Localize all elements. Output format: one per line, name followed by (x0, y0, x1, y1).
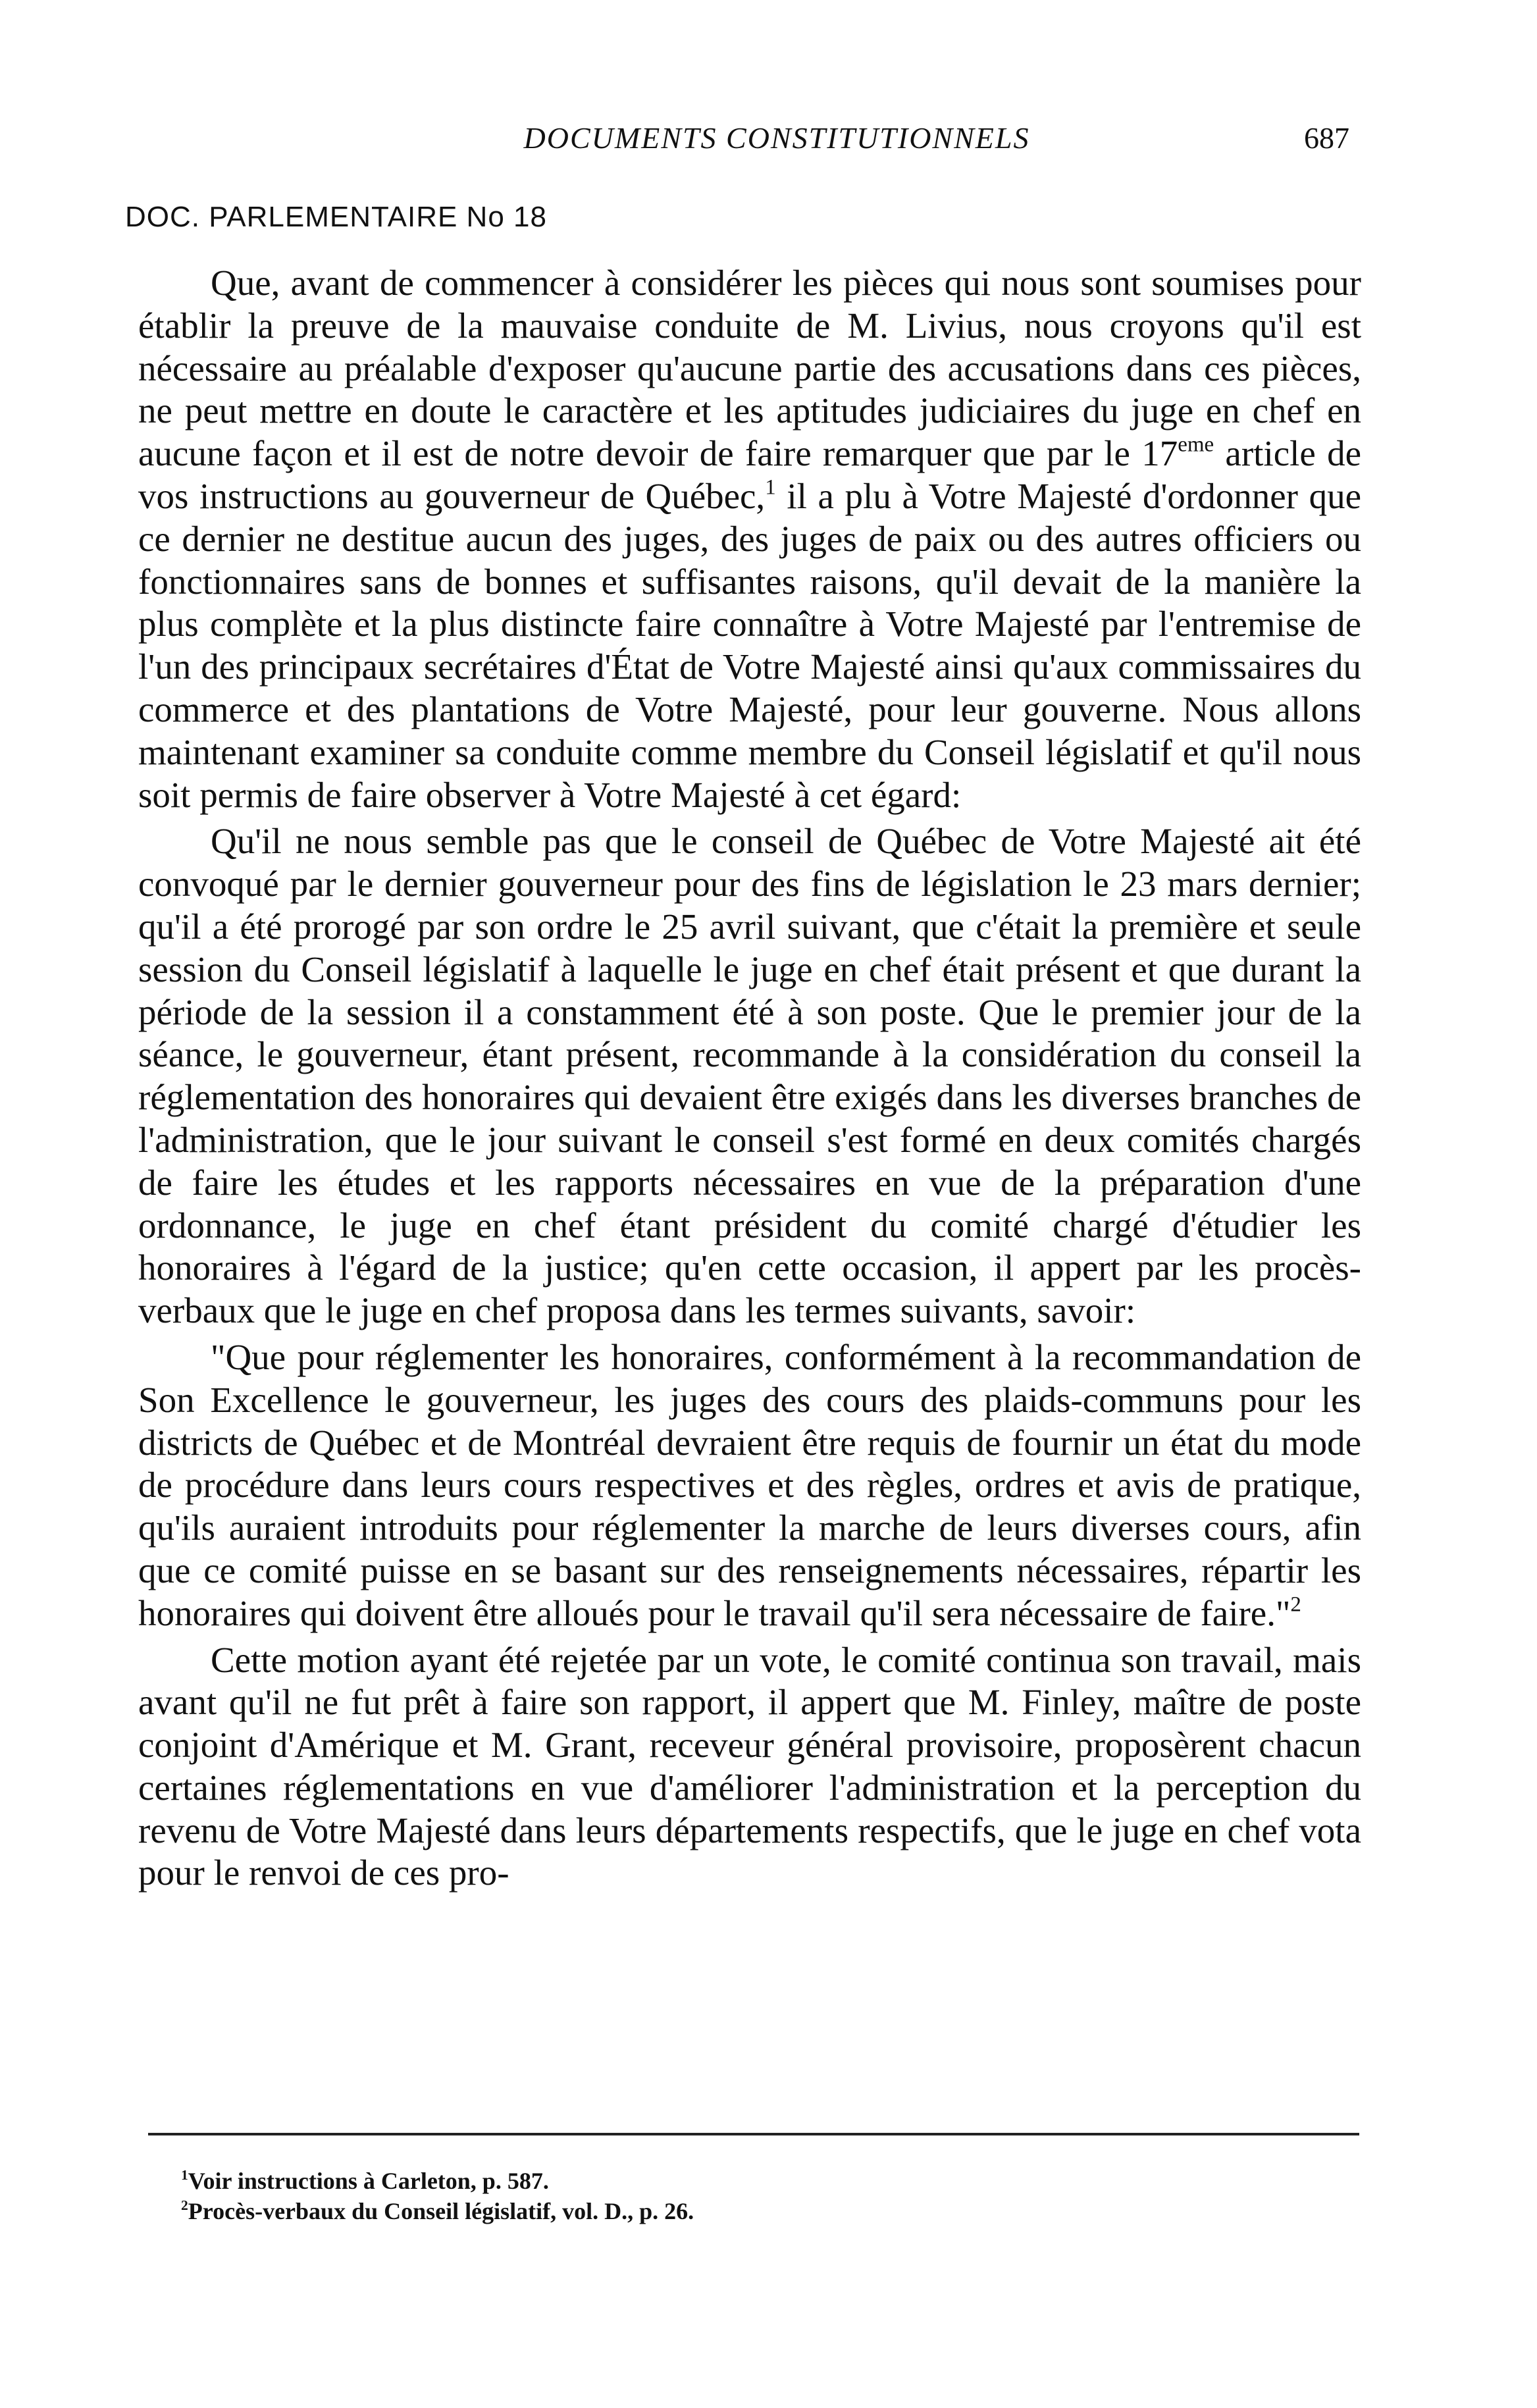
running-title: DOCUMENTS CONSTITUTIONNELS (523, 121, 1030, 155)
footnote-ref-2: 2 (1290, 1592, 1301, 1617)
paragraph-3-quote: "Que pour réglementer les honoraires, conformément à la recommandation de Son Excellence le gouverneur, les juges des cours des plaids-communs pour les districts de Québec et de Montréal devraient être requis de fournir un état du mode de procédure dans leurs cours respectives et des règles, ordres et avis de pratique, qu'ils auraient introduits pour réglementer la marche de leurs diverses cours, afin que ce comité puisse en se basant sur des renseignements nécessaires, répartir les honoraires qui doivent être alloués pour le travail qu'il sera nécessaire de faire." (138, 1336, 1361, 1633)
superscript-eme: eme (1178, 432, 1214, 457)
body-text (138, 262, 1361, 1895)
page-number: 687 (1304, 121, 1349, 155)
footnotes (181, 2166, 1300, 2226)
footnote-2 (181, 2196, 1300, 2226)
footnote-2-marker: 2 (181, 2197, 188, 2213)
paragraph-3 (138, 1336, 1361, 1635)
footnote-2-text: Procès-verbaux du Conseil législatif, vol. D., p. 26. (188, 2198, 694, 2224)
paragraph-1 (138, 262, 1361, 816)
footnote-1-text: Voir instructions à Carleton, p. 587. (188, 2168, 549, 2194)
footnote-1 (181, 2166, 1300, 2196)
paragraph-1-part-c: il a plu à Votre Majesté d'ordonner que ce dernier ne destitue aucun des juges, des juges de paix ou des autres officiers ou fonctionnaires sans de bonnes et suffisantes raisons, qu'il devait de la manière la plus complète et la plus distincte faire connaître à Votre Majesté par l'entremise de l'un des principaux secrétaires d'État de Votre Majesté ainsi qu'aux commissaires du commerce et des plantations de Votre Majesté, pour leur gouverne. Nous allons maintenant examiner sa conduite comme membre du Conseil législatif et qu'il nous soit permis de faire observer à Votre Majesté à cet égard: (138, 475, 1361, 815)
footnote-1-marker: 1 (181, 2166, 188, 2183)
paragraph-1-part-b: article de vos instructions au gouverneur de Québec, (138, 433, 1361, 516)
paragraph-4: Cette motion ayant été rejetée par un vote, le comité continua son travail, mais avant qu'il ne fut prêt à faire son rapport, il appert que M. Finley, maître de poste conjoint d'Amérique et M. Grant, receveur général provisoire, proposèrent chacun certaines réglementations en vue d'améliorer l'administration et la perception du revenu de Votre Majesté dans leurs départements respectifs, que le juge en chef vota pour le renvoi de ces pro- (138, 1639, 1361, 1893)
paragraph-1-part-a: Que, avant de commencer à considérer les pièces qui nous sont soumises pour établir la preuve de la mauvaise conduite de M. Livius, nous croyons qu'il est nécessaire au préalable d'exposer qu'aucune partie des accusations dans ces pièces, ne peut mettre en doute le caractère et les aptitudes judiciaires du juge en chef en aucune façon et il est de notre devoir de faire remarquer que par le 17 (138, 263, 1361, 474)
document-label: DOC. PARLEMENTAIRE No 18 (125, 201, 547, 233)
footnote-ref-1: 1 (765, 475, 776, 500)
footnote-divider (148, 2133, 1359, 2135)
paragraph-2: Qu'il ne nous semble pas que le conseil de Québec de Votre Majesté ait été convoqué par le dernier gouverneur pour des fins de législation le 23 mars dernier; qu'il a été prorogé par son ordre le 25 avril suivant, que c'était la première et seule session du Conseil législatif à laquelle le juge en chef était présent et que durant la période de la session il a constamment été à son poste. Que le premier jour de la séance, le gouverneur, étant présent, recommande à la considération du conseil la réglementation des honoraires qui devaient être exigés dans les diverses branches de l'administration, que le jour suivant le conseil s'est formé en deux comités chargés de faire les études et les rapports nécessaires en vue de la préparation d'une ordonnance, le juge en chef étant président du comité chargé d'étudier les honoraires à l'égard de la justice; qu'en cette occasion, il appert par les procès-verbaux que le juge en chef proposa dans les termes suivants, savoir: (138, 821, 1361, 1331)
